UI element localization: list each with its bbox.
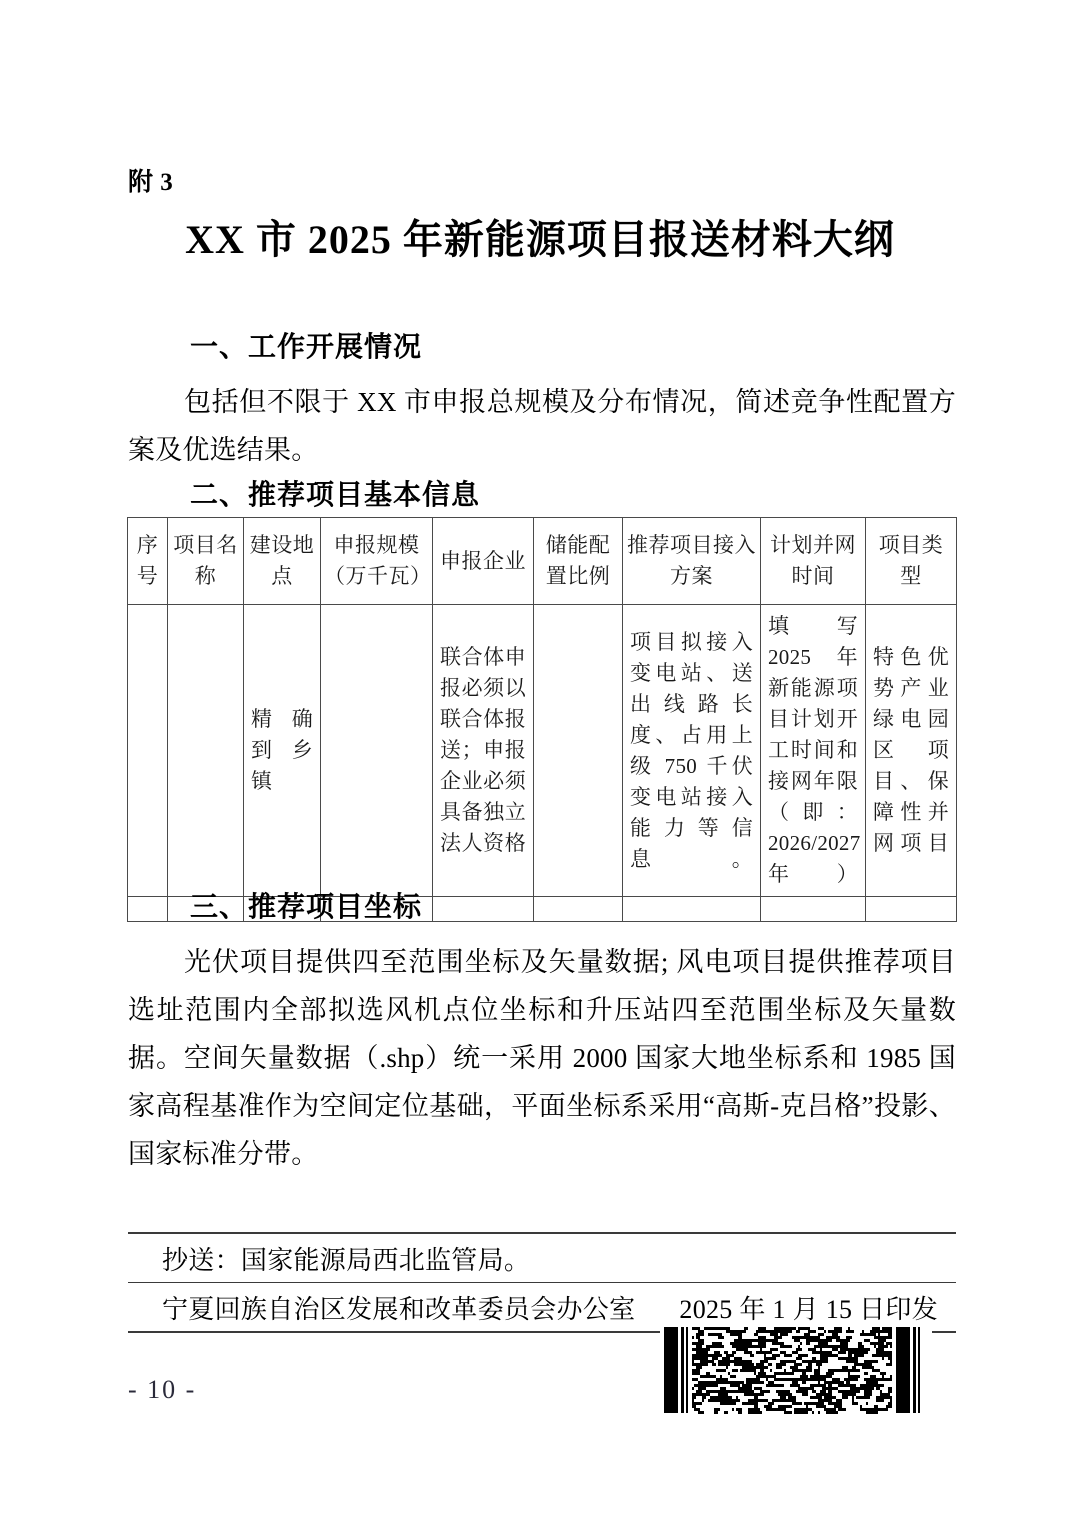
table-row: [128, 605, 957, 897]
table-header-storage-ratio: [534, 518, 623, 605]
table-cell-planned-grid-time[interactable]: [761, 605, 866, 897]
page-number: - 10 -: [128, 1375, 197, 1404]
table-cell-grid-connection-plan-value: 项目拟接入变电站、送出线路长度、占用上级 750 千伏变电站接入能力等信息。: [630, 629, 753, 871]
pdf417-barcode: [660, 1325, 932, 1417]
table-cell-planned-grid-time-value: 填写 2025 年新能源项目计划开工时间和接网年限（即：2026/2027 年）: [768, 614, 861, 886]
table-cell-seq[interactable]: [128, 897, 168, 922]
table-header-grid-connection-plan-label: 推荐项目接入方案: [627, 533, 756, 588]
table-header-project-type-label: 项目类型: [878, 533, 944, 588]
table-cell-planned-grid-time[interactable]: [761, 897, 866, 922]
table-header-declaring-enterprise-label: 申报企业: [440, 548, 526, 573]
table-cell-project-type[interactable]: [866, 897, 957, 922]
table-header-planned-grid-time-label: 计划并网时间: [770, 533, 856, 588]
table-header-seq-label: 序号: [136, 533, 159, 588]
section-paragraph-work-progress: 包括但不限于 XX 市申报总规模及分布情况，简述竞争性配置方案及优选结果。: [128, 387, 956, 465]
table-cell-declared-scale[interactable]: [321, 605, 433, 897]
table-cell-storage-ratio[interactable]: [534, 605, 623, 897]
table-header-project-type: [866, 518, 957, 605]
footer-issuer-line: [128, 1283, 956, 1331]
table-cell-storage-ratio[interactable]: [534, 897, 623, 922]
section-heading-project-basic-info: 二、推荐项目基本信息: [190, 478, 481, 511]
barcode-graphic: [660, 1325, 932, 1417]
table-cell-construction-site-value: 精确到乡镇: [251, 707, 313, 793]
table-header-construction-site: [244, 518, 321, 605]
project-info-table-wrapper: [127, 517, 956, 922]
section-heading-work-progress: 一、工作开展情况: [190, 330, 423, 363]
section-paragraph-project-coordinates: 光伏项目提供四至范围坐标及矢量数据; 风电项目提供推荐项目选址范围内全部拟选风机点位坐标和升压站四至范围坐标及矢量数据。空间矢量数据（.shp）统一采用 2000 国家大地坐标系和 1985 国家高程基准作为空间定位基础，平面坐标系采用“高斯-克吕格”投影、国家标准分带。: [128, 947, 956, 1169]
table-header-storage-ratio-label: 储能配置比例: [545, 533, 611, 588]
table-header-project-name-label: 项目名称: [173, 533, 238, 588]
table-cell-project-type[interactable]: [866, 605, 957, 897]
table-header-construction-site-label: 建设地点: [249, 533, 315, 588]
footer-issue-date: 2025 年 1 月 15 日印发: [679, 1294, 939, 1324]
table-cell-declaring-enterprise[interactable]: [433, 605, 534, 897]
table-header-project-name: [168, 518, 244, 605]
table-cell-grid-connection-plan[interactable]: [623, 897, 761, 922]
table-header-declared-scale-label: 申报规模（万千瓦）: [324, 533, 432, 588]
table-cell-project-type-value: 特色优势产业绿电园区项目、保障性并网项目: [873, 645, 949, 855]
page-title: XX 市 2025 年新能源项目报送材料大纲: [185, 217, 895, 262]
table-cell-declaring-enterprise[interactable]: [433, 897, 534, 922]
footer-cc-text: 抄送：国家能源局西北监管局。: [162, 1245, 531, 1275]
table-header-seq: [128, 518, 168, 605]
table-header-declaring-enterprise: [433, 518, 534, 605]
project-info-table: [127, 517, 957, 922]
table-cell-construction-site[interactable]: [244, 605, 321, 897]
footer-cc-line: [128, 1234, 956, 1282]
table-cell-declaring-enterprise-value: 联合体申报必须以联合体报送；申报企业必须具备独立法人资格: [440, 645, 526, 855]
table-cell-seq[interactable]: [128, 605, 168, 897]
section-heading-project-coordinates: 三、推荐项目坐标: [190, 890, 423, 923]
table-header-declared-scale: [321, 518, 433, 605]
table-header-planned-grid-time: [761, 518, 866, 605]
table-header-grid-connection-plan: [623, 518, 761, 605]
document-footer: [128, 1232, 956, 1333]
table-cell-grid-connection-plan[interactable]: [623, 605, 761, 897]
footer-issuing-office: 宁夏回族自治区发展和改革委员会办公室: [162, 1294, 636, 1324]
attachment-label: 附 3: [128, 169, 174, 196]
table-header-row: [128, 518, 957, 605]
table-cell-project-name[interactable]: [168, 605, 244, 897]
